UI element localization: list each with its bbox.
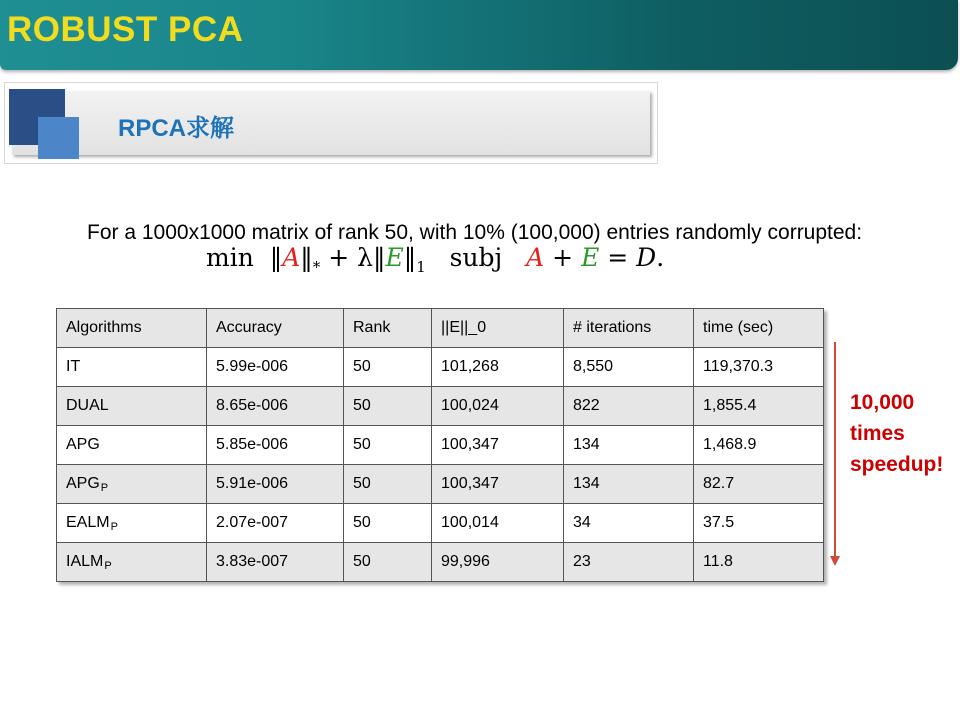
table-row — [57, 348, 824, 387]
algorithm-name: APG — [66, 474, 100, 492]
e0-cell: 100,347 — [432, 426, 564, 465]
section-band — [12, 91, 650, 155]
time-cell: 82.7 — [694, 465, 824, 504]
formula-norm-close-2: ‖ — [403, 243, 417, 272]
speedup-line-3: speedup! — [850, 453, 944, 476]
accuracy-cell: 5.91e-006 — [207, 465, 344, 504]
formula-plus-lambda: + λ — [320, 243, 373, 272]
formula-D: D — [636, 243, 657, 272]
algorithm-name: IALM — [66, 552, 104, 570]
algorithm-sub: P — [100, 481, 109, 494]
section-title: RPCA求解 — [118, 115, 235, 142]
table-row — [57, 426, 824, 465]
formula-E: E — [385, 243, 404, 272]
accuracy-cell: 5.85e-006 — [207, 426, 344, 465]
formula-norm-open-2: ‖ — [372, 243, 386, 272]
decor-square-light — [38, 117, 79, 159]
time-cell: 37.5 — [694, 504, 824, 543]
accuracy-cell: 5.99e-006 — [207, 348, 344, 387]
speedup-arrow-line — [834, 342, 836, 560]
formula-min: min — [206, 243, 254, 272]
time-cell: 119,370.3 — [694, 348, 824, 387]
iterations-cell: 134 — [564, 426, 694, 465]
iterations-cell: 23 — [564, 543, 694, 582]
algorithm-cell — [57, 387, 207, 426]
formula-A: A — [282, 243, 301, 272]
rank-cell: 50 — [344, 543, 432, 582]
rank-cell: 50 — [344, 426, 432, 465]
e0-cell: 100,024 — [432, 387, 564, 426]
header-cell: # iterations — [564, 309, 694, 348]
e0-cell: 100,347 — [432, 465, 564, 504]
algorithm-name: IT — [66, 357, 81, 375]
formula-l1-sub: 1 — [416, 258, 426, 276]
rank-cell: 50 — [344, 465, 432, 504]
time-cell: 11.8 — [694, 543, 824, 582]
table-row — [57, 387, 824, 426]
problem-description: For a 1000x1000 matrix of rank 50, with 10% (100,000) entries randomly corrupted: — [87, 221, 863, 244]
speedup-line-2: times — [850, 422, 905, 445]
formula-plus: + — [552, 243, 574, 272]
formula-E-2: E — [581, 243, 600, 272]
algorithm-name: EALM — [66, 513, 110, 531]
header-cell: Accuracy — [207, 309, 344, 348]
formula-period: . — [656, 243, 665, 272]
algorithm-cell — [57, 465, 207, 504]
table-header-row — [57, 309, 824, 348]
title-bar — [0, 0, 958, 70]
speedup-arrow-head-icon — [830, 556, 840, 566]
header-cell: Algorithms — [57, 309, 207, 348]
iterations-cell: 8,550 — [564, 348, 694, 387]
e0-cell: 99,996 — [432, 543, 564, 582]
speedup-annotation — [850, 387, 960, 480]
formula-nuclear-sub: * — [312, 258, 321, 276]
header-cell: ||E||_0 — [432, 309, 564, 348]
formula-norm-close: ‖ — [300, 243, 313, 272]
iterations-cell: 134 — [564, 465, 694, 504]
rank-cell: 50 — [344, 387, 432, 426]
iterations-cell: 822 — [564, 387, 694, 426]
time-cell: 1,855.4 — [694, 387, 824, 426]
accuracy-cell: 3.83e-007 — [207, 543, 344, 582]
header-cell: Rank — [344, 309, 432, 348]
table-row — [57, 465, 824, 504]
iterations-cell: 34 — [564, 504, 694, 543]
table-row — [57, 543, 824, 582]
e0-cell: 100,014 — [432, 504, 564, 543]
rank-cell: 50 — [344, 348, 432, 387]
slide-title: ROBUST PCA — [7, 10, 244, 49]
optimization-formula — [206, 243, 664, 276]
formula-equals: = — [607, 243, 629, 272]
accuracy-cell: 2.07e-007 — [207, 504, 344, 543]
formula-A-2: A — [526, 243, 545, 272]
algorithm-name: APG — [66, 435, 100, 453]
algorithm-sub: P — [104, 559, 112, 572]
formula-subj: subj — [449, 243, 503, 272]
accuracy-cell: 8.65e-006 — [207, 387, 344, 426]
algorithm-name: DUAL — [66, 396, 109, 414]
algorithm-cell — [57, 426, 207, 465]
algorithm-cell — [57, 504, 207, 543]
time-cell: 1,468.9 — [694, 426, 824, 465]
speedup-line-1: 10,000 — [850, 391, 915, 414]
rank-cell: 50 — [344, 504, 432, 543]
algorithm-cell — [57, 348, 207, 387]
formula-norm-open: ‖ — [269, 243, 283, 272]
algorithm-cell — [57, 543, 207, 582]
algorithm-sub: P — [110, 520, 118, 533]
table-row — [57, 504, 824, 543]
e0-cell: 101,268 — [432, 348, 564, 387]
header-cell: time (sec) — [694, 309, 824, 348]
results-table — [56, 308, 824, 582]
